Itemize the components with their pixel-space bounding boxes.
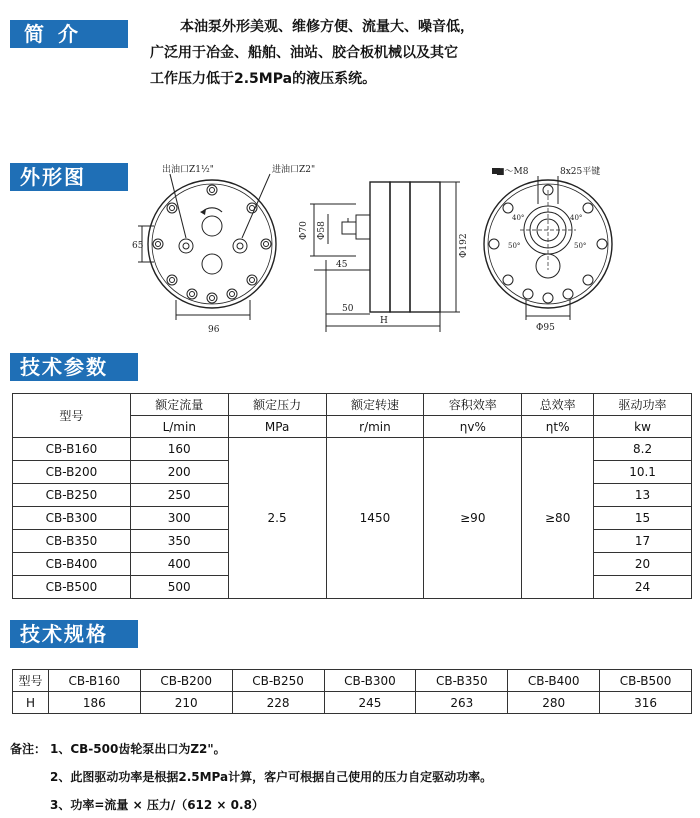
spec-cell: 186 — [48, 692, 140, 714]
cell-power: 10.1 — [594, 461, 692, 484]
spec-row-model — [13, 670, 692, 692]
intro-line-2: 广泛用于冶金、船舶、油站、胶合板机械以及其它 — [150, 45, 458, 61]
dim-phi95: Φ95 — [536, 323, 555, 333]
intro-section-label: 简介 — [10, 20, 128, 48]
spec-cell: CB-B400 — [508, 670, 600, 692]
cell-model: CB-B200 — [13, 461, 131, 484]
cell-flow: 250 — [130, 484, 228, 507]
cell-model: CB-B300 — [13, 507, 131, 530]
note-3: 3、功率=流量 × 压力/（612 × 0.8） — [50, 798, 264, 812]
dim-50: 50 — [342, 304, 354, 314]
dim-45: 45 — [336, 260, 348, 270]
intro-line-1: 本油泵外形美观、维修方便、流量大、噪音低， — [180, 19, 474, 35]
params-section-label: 技术参数 — [10, 353, 138, 381]
outline-section-label: 外形图 — [10, 163, 128, 191]
spec-cell: 316 — [600, 692, 692, 714]
cell-flow: 500 — [130, 576, 228, 599]
cell-model: CB-B500 — [13, 576, 131, 599]
notes-prefix: 备注： — [10, 742, 47, 756]
m8-thread-label: ■～M8 — [496, 167, 529, 177]
unit-total-eff: ηt% — [522, 416, 594, 438]
side-view — [310, 182, 460, 332]
technical-parameters-table — [12, 393, 692, 599]
intro-line-3: 工作压力低于2.5MPa的液压系统。 — [150, 71, 377, 87]
angle-50-left: 50° — [508, 242, 521, 250]
cell-flow: 350 — [130, 530, 228, 553]
cell-total-eff: ≥80 — [522, 438, 594, 599]
inlet-port-label: 进油口Z2" — [272, 165, 316, 175]
header-speed: 额定转速 — [326, 394, 424, 416]
note-1: 1、CB-500齿轮泵出口为Z2"。 — [50, 742, 226, 756]
header-flow: 额定流量 — [130, 394, 228, 416]
unit-speed: r/min — [326, 416, 424, 438]
spec-cell: CB-B250 — [232, 670, 324, 692]
intro-text — [150, 14, 530, 92]
front-view — [138, 174, 276, 320]
dim-96: 96 — [208, 325, 220, 335]
angle-40-right: 40° — [570, 214, 583, 222]
cell-power: 15 — [594, 507, 692, 530]
spec-cell: CB-B500 — [600, 670, 692, 692]
cell-pressure: 2.5 — [228, 438, 326, 599]
header-model: 型号 — [13, 394, 131, 438]
spec-cell: 245 — [324, 692, 416, 714]
spec-cell: 263 — [416, 692, 508, 714]
spec-cell: CB-B160 — [48, 670, 140, 692]
angle-40-left: 40° — [512, 214, 525, 222]
cell-model: CB-B350 — [13, 530, 131, 553]
key-label: 8x25平键 — [560, 167, 601, 177]
cell-power: 24 — [594, 576, 692, 599]
dim-phi192: Φ192 — [459, 233, 469, 258]
dim-phi58: Φ58 — [317, 221, 327, 240]
spec-cell: CB-B350 — [416, 670, 508, 692]
cell-power: 20 — [594, 553, 692, 576]
cell-model: CB-B250 — [13, 484, 131, 507]
cell-speed: 1450 — [326, 438, 424, 599]
header-total-eff: 总效率 — [522, 394, 594, 416]
outlet-port-label: 出油口Z1½" — [162, 165, 214, 175]
unit-vol-eff: ηv% — [424, 416, 522, 438]
dim-H: H — [380, 316, 388, 326]
cell-flow: 200 — [130, 461, 228, 484]
cell-model: CB-B400 — [13, 553, 131, 576]
cell-model: CB-B160 — [13, 438, 131, 461]
cell-flow: 300 — [130, 507, 228, 530]
cell-flow: 400 — [130, 553, 228, 576]
header-pressure: 额定压力 — [228, 394, 326, 416]
spec-cell: H — [13, 692, 49, 714]
spec-cell: CB-B300 — [324, 670, 416, 692]
spec-cell: CB-B200 — [140, 670, 232, 692]
header-vol-eff: 容积效率 — [424, 394, 522, 416]
note-2: 2、此图驱动功率是根据2.5MPa计算，客户可根据自己使用的压力自定驱动功率。 — [50, 770, 493, 784]
dim-65: 65 — [132, 241, 144, 251]
cell-vol-eff: ≥90 — [424, 438, 522, 599]
unit-pressure: MPa — [228, 416, 326, 438]
spec-cell: 型号 — [13, 670, 49, 692]
cell-power: 13 — [594, 484, 692, 507]
cell-flow: 160 — [130, 438, 228, 461]
pump-outline-drawing — [130, 160, 690, 345]
spec-cell: 210 — [140, 692, 232, 714]
spec-cell: 280 — [508, 692, 600, 714]
header-power: 驱动功率 — [594, 394, 692, 416]
spec-cell: 228 — [232, 692, 324, 714]
unit-flow: L/min — [130, 416, 228, 438]
spec-section-label: 技术规格 — [10, 620, 138, 648]
angle-50-right: 50° — [574, 242, 587, 250]
cell-power: 8.2 — [594, 438, 692, 461]
technical-specifications-table — [12, 669, 692, 714]
unit-power: kw — [594, 416, 692, 438]
table-row — [13, 438, 692, 461]
rear-view — [484, 168, 612, 320]
params-header-row-1 — [13, 394, 692, 416]
cell-power: 17 — [594, 530, 692, 553]
spec-row-h — [13, 692, 692, 714]
dim-phi70: Φ70 — [299, 221, 309, 240]
